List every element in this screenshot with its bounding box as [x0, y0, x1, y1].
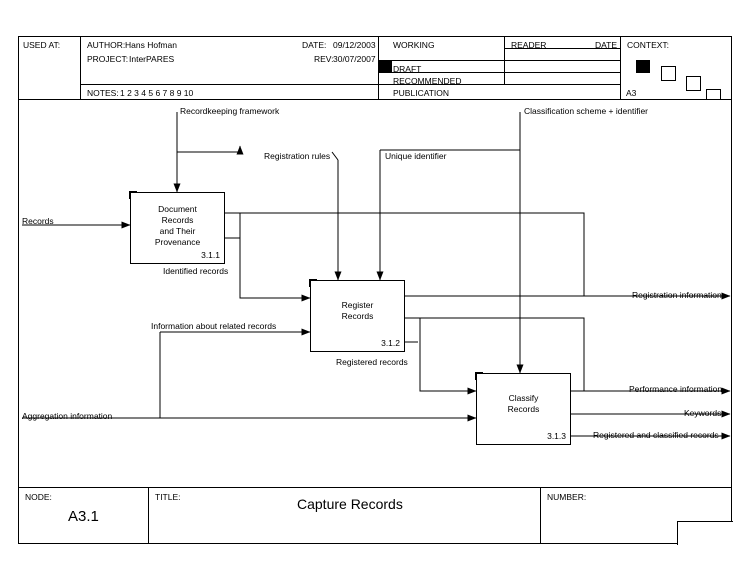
label-unique-identifier: Unique identifier	[385, 151, 447, 161]
activity-3-1-1-line2: Records	[161, 215, 194, 225]
activity-3-1-2-line1: Register	[341, 300, 374, 310]
label-identified-records: Identified records	[163, 266, 229, 276]
activity-3-1-3-number: 3.1.3	[547, 431, 566, 441]
diagram-title: Capture Records	[297, 496, 403, 512]
wire-recordkeeping-framework	[177, 112, 240, 152]
status-publication[interactable]: PUBLICATION	[393, 88, 450, 98]
label-aggregation-information: Aggregation information	[22, 411, 113, 421]
label-registration-information: Registration information	[632, 290, 722, 300]
author-value: Hans Hofman	[125, 40, 177, 50]
reader-label: READER	[511, 40, 547, 50]
label-registered-records: Registered records	[336, 357, 408, 367]
wire-box1-right	[225, 213, 584, 292]
rev-label: REV:	[314, 54, 334, 64]
status-recommended[interactable]: RECOMMENDED	[393, 76, 462, 86]
activity-3-1-3-line2: Records	[507, 404, 540, 414]
activity-3-1-1-line4: Provenance	[154, 237, 201, 247]
number-label: NUMBER:	[547, 492, 587, 502]
activity-3-1-1-line1: Document	[158, 204, 197, 214]
wire-box2-right	[405, 318, 584, 391]
status-draft[interactable]: DRAFT	[393, 64, 422, 74]
notes-label: NOTES:	[87, 88, 119, 98]
date-value: 09/12/2003	[333, 40, 376, 50]
label-info-related-records: Information about related records	[151, 321, 277, 331]
activity-3-1-1-line3: and Their	[159, 226, 196, 236]
label-keywords: Keywords	[684, 408, 722, 418]
label-recordkeeping-framework: Recordkeeping framework	[180, 106, 280, 116]
wire-registration-rules-hook	[332, 152, 338, 160]
status-working[interactable]: WORKING	[393, 40, 435, 50]
wire-registered-records-b	[420, 352, 476, 391]
activity-3-1-2-line2: Records	[341, 311, 374, 321]
node-label: NODE:	[25, 492, 52, 502]
activity-3-1-3-line1: Classify	[508, 393, 539, 403]
activity-3-1-2-number: 3.1.2	[381, 338, 400, 348]
rev-value: 30/07/2007	[333, 54, 376, 64]
label-registered-classified: Registered and classified records	[593, 430, 719, 440]
notes-value: 1 2 3 4 5 6 7 8 9 10	[120, 88, 194, 98]
label-classification-scheme: Classification scheme + identifier	[524, 106, 649, 116]
date-col-label: DATE	[595, 40, 618, 50]
wire-registered-records-a	[405, 318, 420, 352]
wire-identified-records-b	[240, 262, 310, 298]
context-label: CONTEXT:	[627, 40, 670, 50]
project-value: InterPARES	[129, 54, 175, 64]
label-performance-information: Performance information	[629, 384, 723, 394]
node-value: A3.1	[68, 508, 99, 525]
date-label: DATE:	[302, 40, 327, 50]
author-label: AUTHOR:	[87, 40, 126, 50]
page-code: A3	[626, 88, 637, 98]
project-label: PROJECT:	[87, 54, 129, 64]
activity-3-1-1-number: 3.1.1	[201, 250, 220, 260]
label-records: Records	[22, 216, 54, 226]
label-registration-rules: Registration rules	[264, 151, 331, 161]
title-label: TITLE:	[155, 492, 181, 502]
used-at-label: USED AT:	[23, 40, 61, 50]
